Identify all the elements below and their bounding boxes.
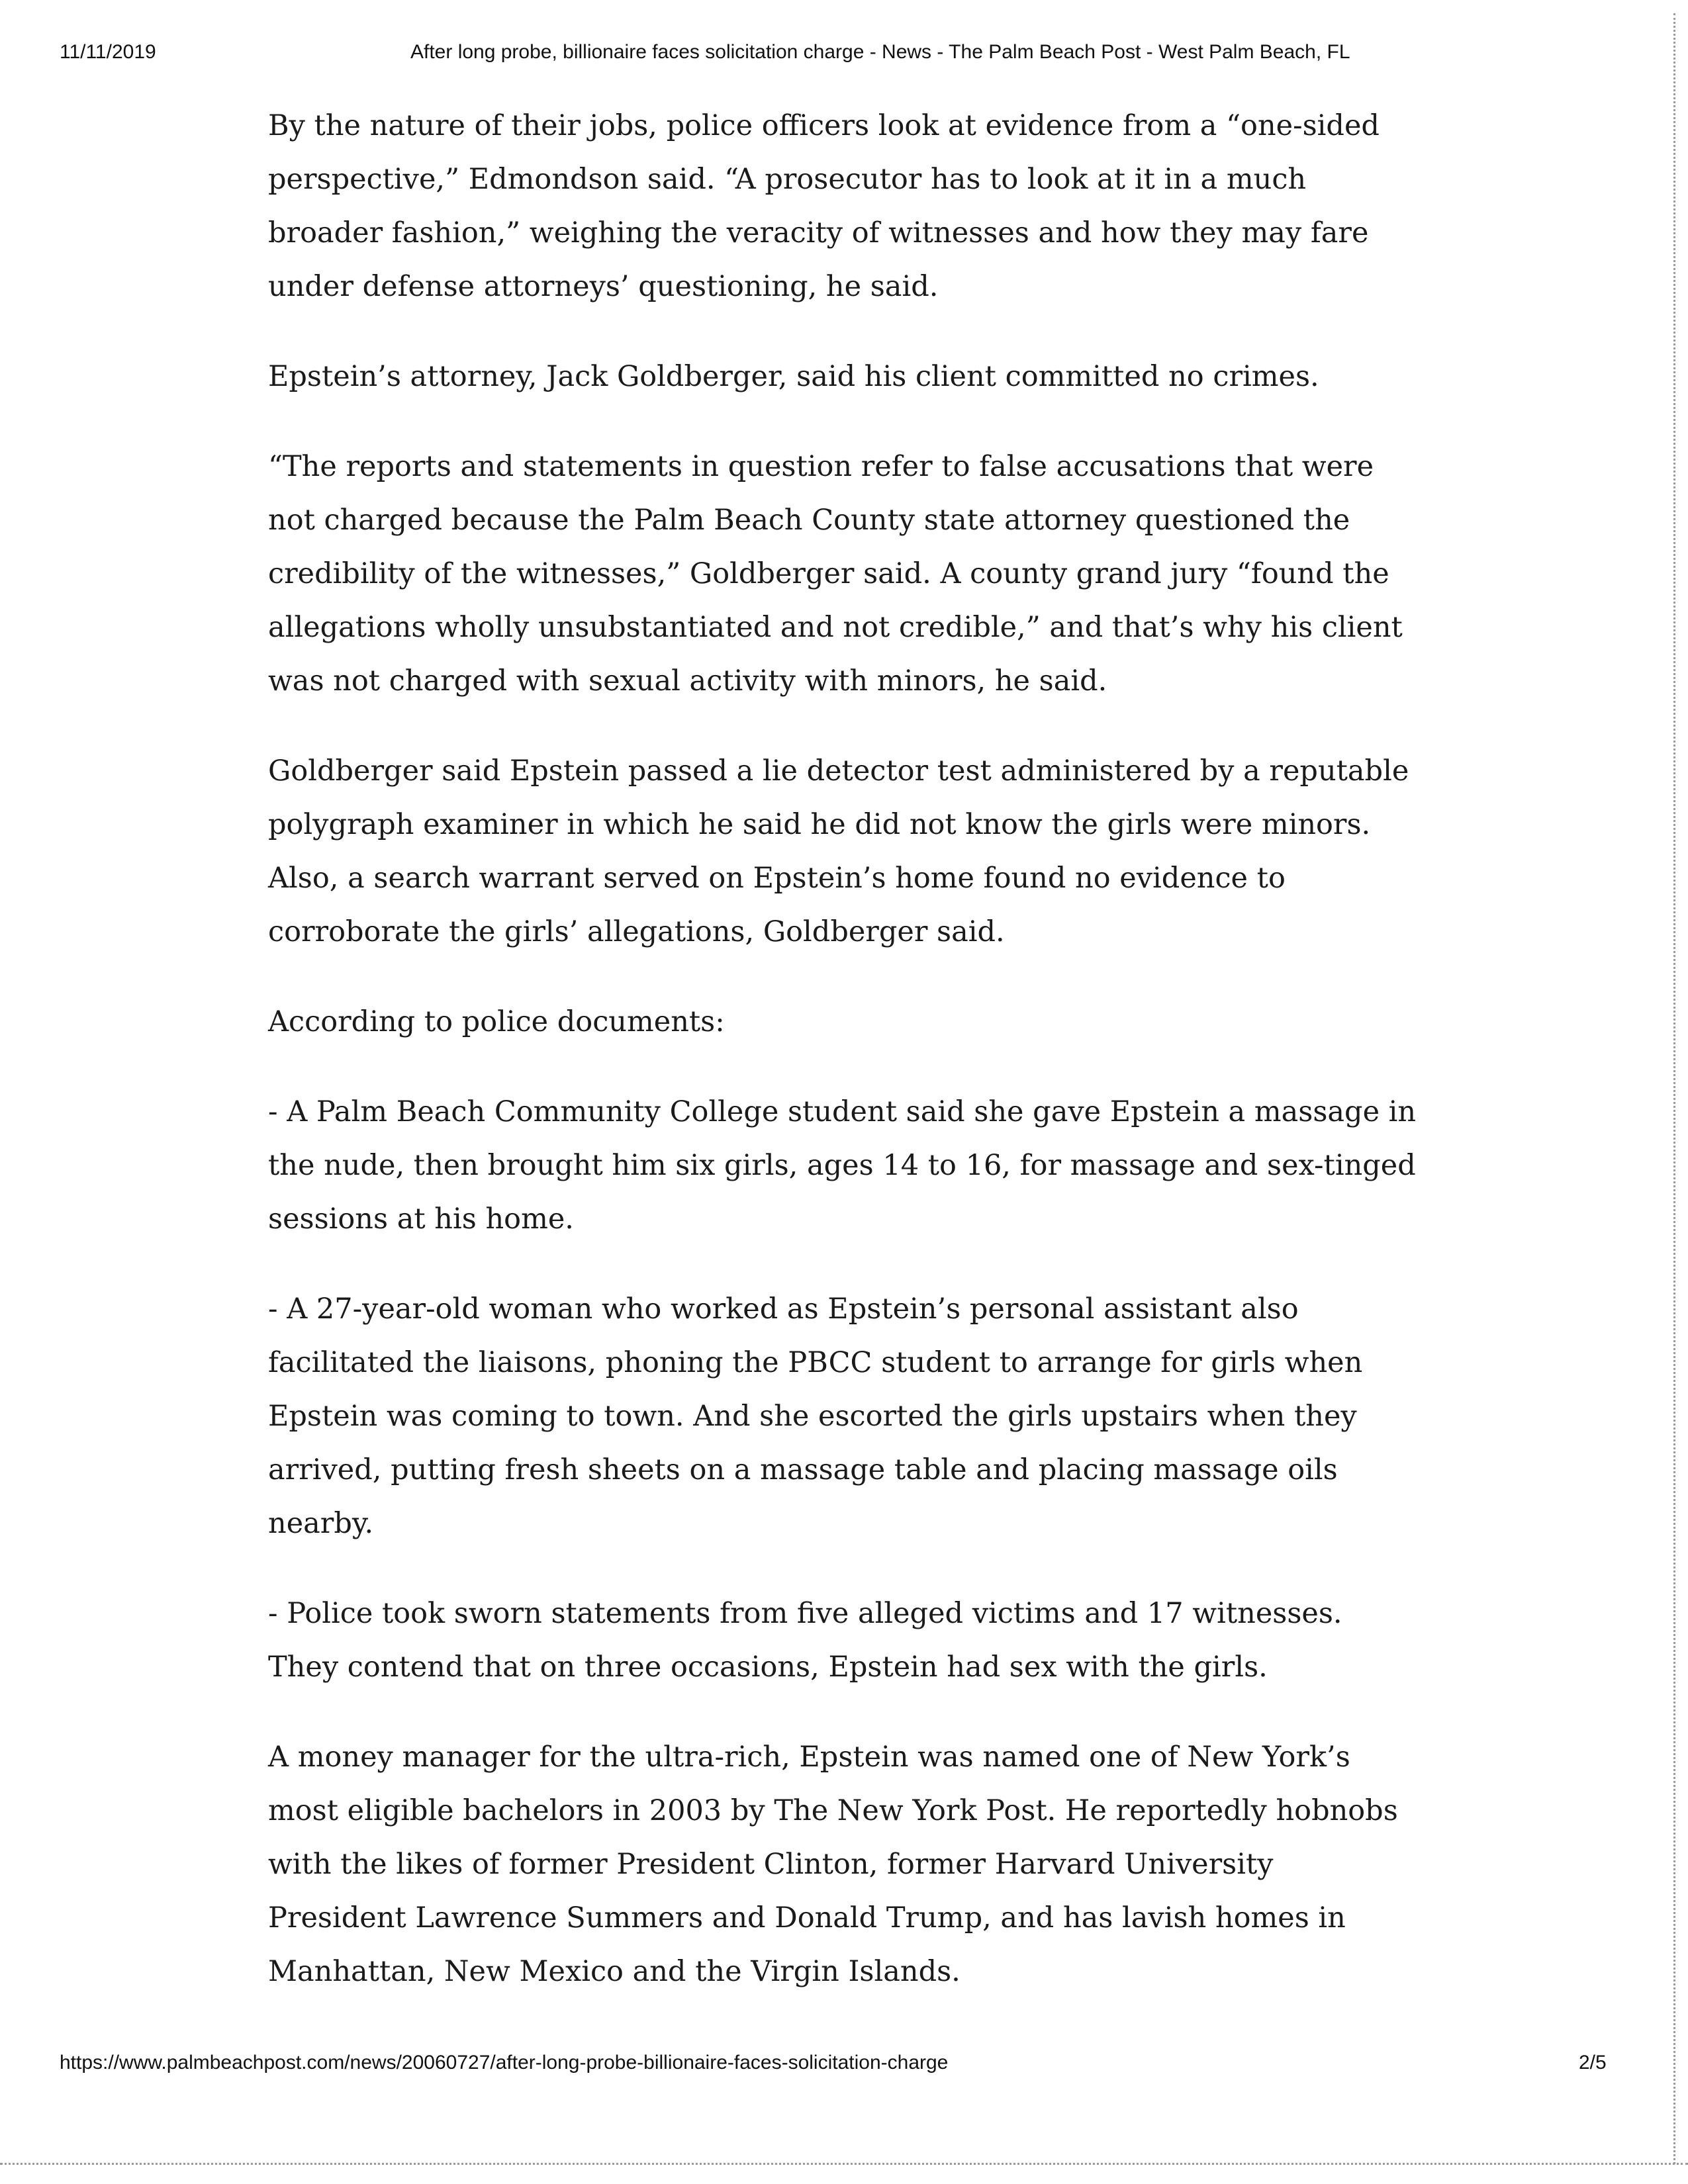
scan-edge-bottom-divider — [0, 2163, 1688, 2165]
article-paragraph: - A Palm Beach Community College student said she gave Epstein a massage in the nude, then brought him six girls, ages 14 to 16, for massage and sex-tinged sessions at his home. — [268, 1095, 1417, 1236]
article-body — [268, 99, 1420, 2035]
print-source-url: https://www.palmbeachpost.com/news/20060727/after-long-probe-billionaire-faces-solicitation-charge — [60, 2052, 949, 2073]
print-footer — [0, 2052, 1688, 2085]
article-paragraph: Epstein’s attorney, Jack Goldberger, said his client committed no crimes. — [268, 360, 1319, 393]
print-header — [0, 41, 1688, 74]
print-page-number: 2/5 — [1579, 2052, 1607, 2073]
print-page-title: After long probe, billionaire faces solicitation charge - News - The Palm Beach Post - West Palm Beach, FL — [410, 41, 1350, 63]
article-paragraph: According to police documents: — [268, 1005, 725, 1038]
article-paragraph: Goldberger said Epstein passed a lie detector test administered by a reputable polygraph examiner in which he said he did not know the girls were minors. Also, a search warrant served on Epstein’s home found no evidence to corroborate the girls’ allegations, Goldberger said. — [268, 754, 1409, 948]
print-date: 11/11/2019 — [60, 41, 156, 63]
article-paragraph: A money manager for the ultra-rich, Epstein was named one of New York’s most eligible bachelors in 2003 by The New York Post. He reportedly hobnobs with the likes of former President Clinton, former Harvard University President Lawrence Summers and Donald Trump, and has lavish homes in Manhattan, New Mexico and the Virgin Islands. — [268, 1741, 1398, 1988]
article-paragraph: “The reports and statements in question refer to false accusations that were not charged because the Palm Beach County state attorney questioned the credibility of the witnesses,” Goldberger said. A county grand jury “found the allegations wholly unsubstantiated and not credible,” and that’s why his client was not charged with sexual activity with minors, he said. — [268, 450, 1403, 698]
article-paragraph: By the nature of their jobs, police officers look at evidence from a “one-sided perspective,” Edmondson said. “A prosecutor has to look at it in a much broader fashion,” weighing the veracity of witnesses and how they may fare under defense attorneys’ questioning, he said. — [268, 109, 1380, 303]
article-paragraph: - A 27-year-old woman who worked as Epstein’s personal assistant also facilitated the liaisons, phoning the PBCC student to arrange for girls when Epstein was coming to town. And she escorted the girls upstairs when they arrived, putting fresh sheets on a massage table and placing massage oils nearby. — [268, 1293, 1363, 1540]
article-paragraph: - Police took sworn statements from five alleged victims and 17 witnesses. They contend that on three occasions, Epstein had sex with the girls. — [268, 1597, 1342, 1684]
scan-edge-right-divider — [1673, 13, 1675, 2164]
